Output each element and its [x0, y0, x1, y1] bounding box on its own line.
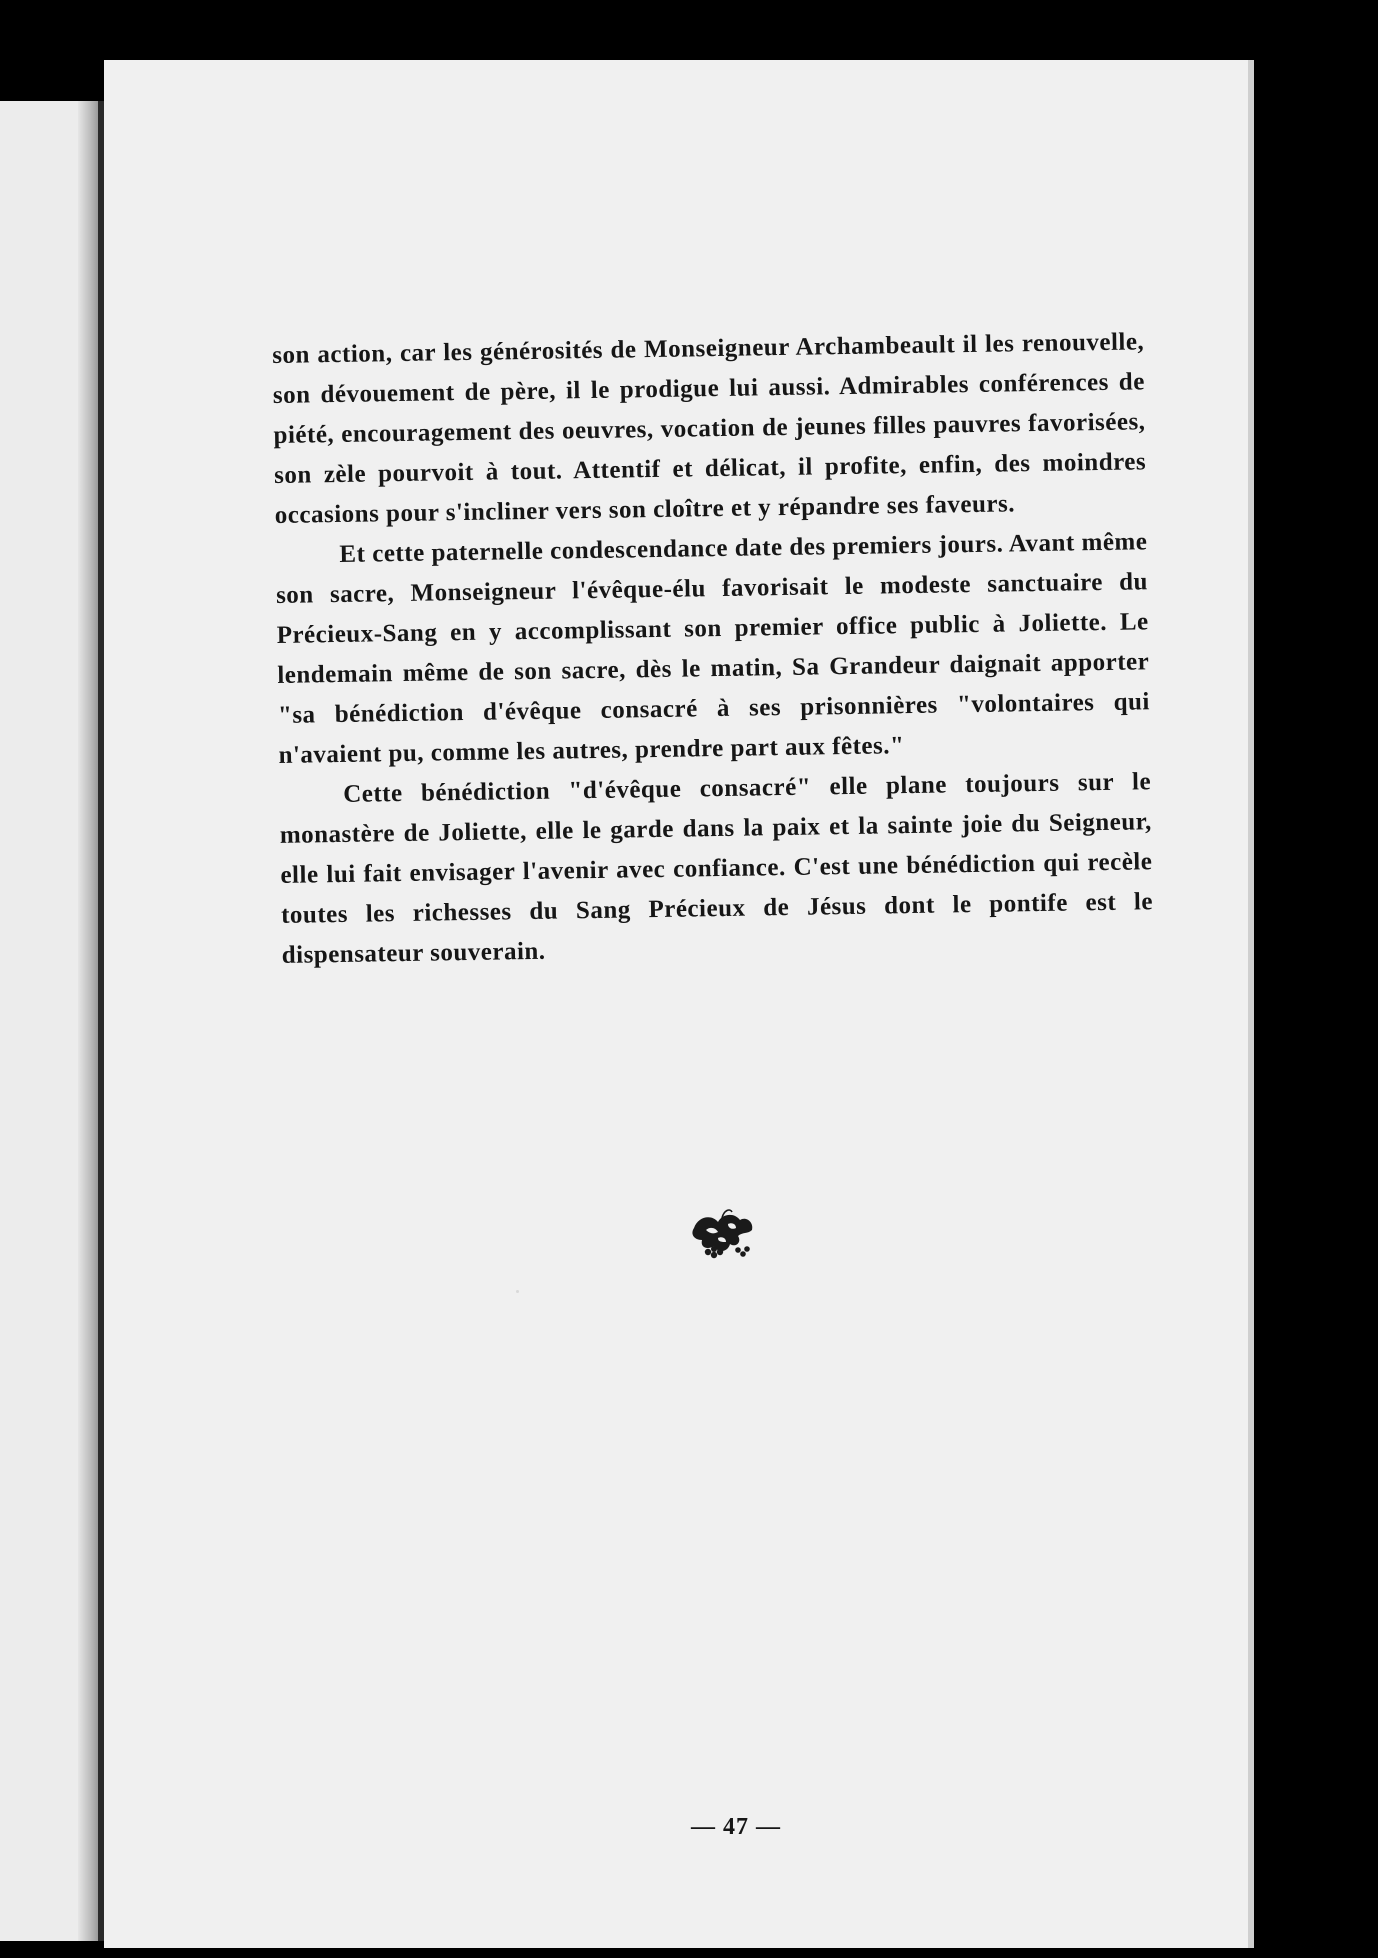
previous-page-shadow [78, 101, 98, 1941]
grape-vine-leaf-ornament-icon [688, 1208, 758, 1260]
paragraph-1: son action, car les générosités de Monseigneur Archambeault il les renouvelle, son dévouement de père, il le prodigue lui aussi. Admirables conférences de piété, encouragement des oeuvres, vocation de jeunes filles pauvres favorisées, son zèle pourvoit à tout. Attentif et délicat, il profite, enfin, des moindres occasions pour s'incliner vers son cloître et y répandre ses faveurs. [272, 328, 1147, 529]
paper-speck [516, 1290, 519, 1293]
page-right-edge [1248, 60, 1254, 1948]
paragraph-2: Et cette paternelle condescendance date des premiers jours. Avant même son sacre, Monseigneur l'évêque-élu favorisait le modeste sanctuaire du Précieux-Sang en y accomplissant son premier office public à Joliette. Le lendemain même de son sacre, dès le matin, Sa Grandeur daignait apporter "sa bénédiction d'évêque consacré à ses prisonnières "volontaires qui n'avaient pu, comme les autres, prendre part aux fêtes." [275, 528, 1151, 769]
page-number: — 47 — [691, 1814, 781, 1840]
paragraph-3: Cette bénédiction "d'évêque consacré" elle plane toujours sur le monastère de Joliette, elle le garde dans la paix et la sainte joie du Seigneur, elle lui fait envisager l'avenir avec confiance. C'est une bénédiction qui recèle toutes les richesses du Sang Précieux de Jésus dont le pontife est le dispensateur souverain. [279, 768, 1154, 969]
body-text [272, 322, 1154, 976]
